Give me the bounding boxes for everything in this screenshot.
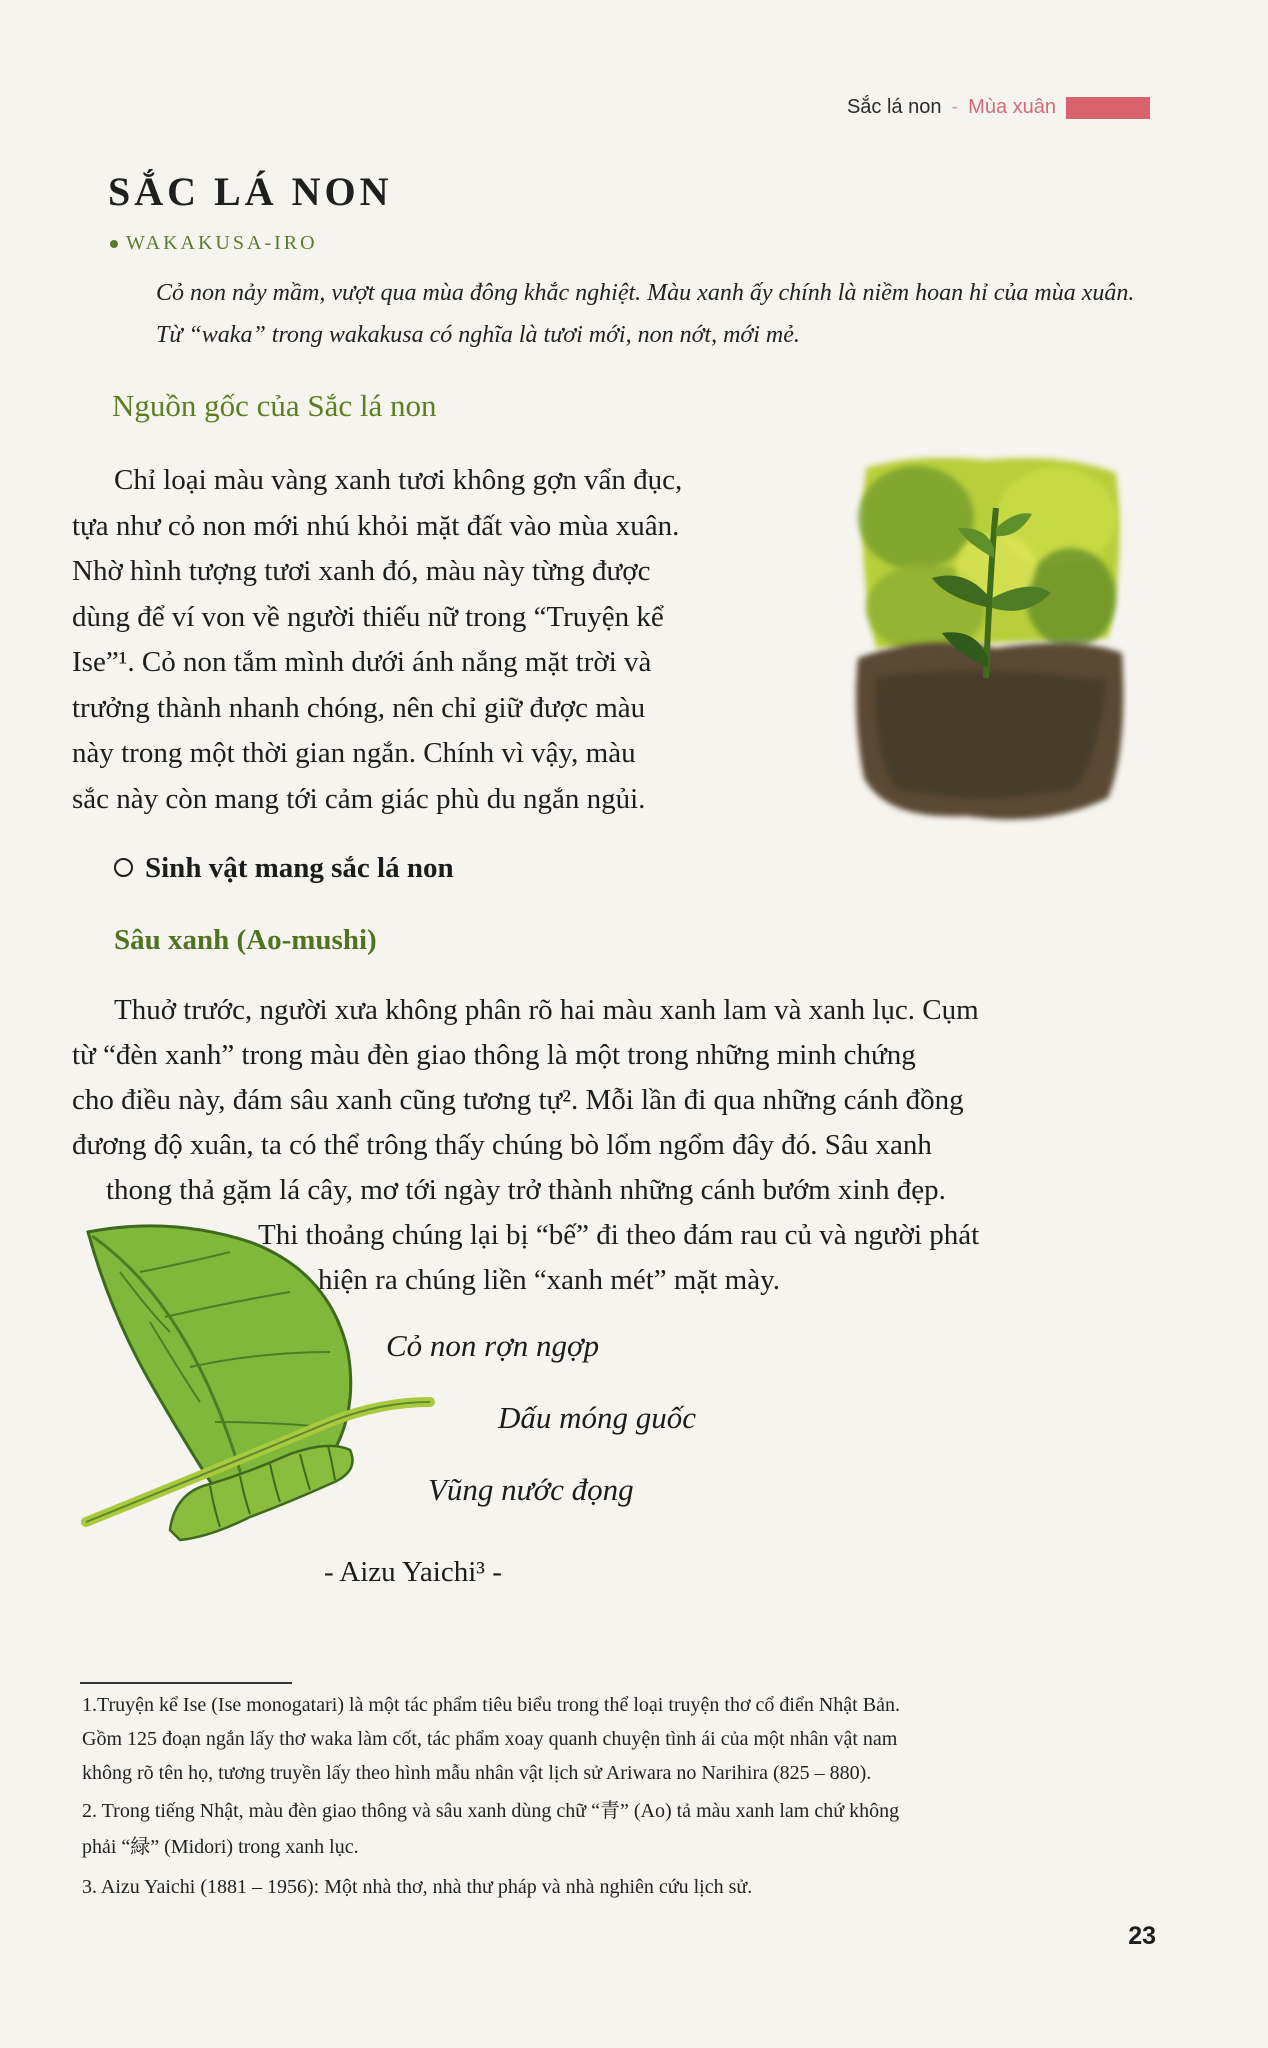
creatures-heading [114, 852, 454, 885]
origin-line: Chỉ loại màu vàng xanh tươi không gợn vẩn đục, [114, 464, 683, 496]
footnote-line: Gồm 125 đoạn ngắn lấy thơ waka làm cốt, tác phẩm xoay quanh chuyện tình ái của một nhân vật nam [82, 1728, 898, 1750]
origin-heading: Nguồn gốc của Sắc lá non [112, 388, 437, 423]
running-header-season: Mùa xuân [968, 96, 1056, 118]
origin-line: Nhờ hình tượng tươi xanh đó, màu này từng được [72, 555, 651, 587]
romaji-text: WAKAKUSA-IRO [126, 232, 318, 254]
footnote-line: 3. Aizu Yaichi (1881 – 1956): Một nhà thơ, nhà thư pháp và nhà nghiên cứu lịch sử. [82, 1876, 753, 1898]
creatures-heading-text: Sinh vật mang sắc lá non [145, 852, 454, 884]
footnote-line: 1.Truyện kể Ise (Ise monogatari) là một tác phẩm tiêu biểu trong thể loại truyện thơ cổ điển Nhật Bản. [82, 1694, 900, 1716]
caterpillar-line: Thi thoảng chúng lại bị “bế” đi theo đám rau củ và người phát [258, 1219, 980, 1251]
running-header-separator: - [951, 96, 959, 118]
footnote-line: không rõ tên họ, tương truyền lấy theo hình mẫu nhân vật lịch sử Ariwara no Narihira (825 – 880). [82, 1762, 872, 1784]
origin-paragraph [72, 458, 808, 822]
caterpillar-line: thong thả gặm lá cây, mơ tới ngày trở thành những cánh bướm xinh đẹp. [106, 1174, 946, 1206]
caterpillar-heading: Sâu xanh (Ao-mushi) [114, 924, 377, 956]
bullet-dot-icon [110, 240, 118, 248]
origin-line: Ise”¹. Cỏ non tắm mình dưới ánh nắng mặt trời và [72, 646, 652, 678]
caterpillar-line: đương độ xuân, ta có thể trông thấy chúng bò lổm ngổm đây đó. Sâu xanh [72, 1129, 932, 1161]
caterpillar-on-leaf-icon [80, 1222, 440, 1554]
haiku-line: Cỏ non rợn ngợp [386, 1328, 600, 1363]
footnote-line: phải “緑” (Midori) trong xanh lục. [82, 1836, 359, 1858]
running-header-section: Sắc lá non [846, 96, 942, 118]
sprout-watercolor-icon [846, 448, 1128, 828]
intro-text: Cỏ non nảy mầm, vượt qua mùa đông khắc nghiệt. Màu xanh ấy chính là niềm hoan hỉ của mùa xuân. Từ “waka” trong wakakusa có nghĩa là tươi mới, non nớt, mới mẻ. [156, 280, 1135, 348]
romaji-subtitle [110, 232, 318, 255]
circle-bullet-icon [114, 858, 133, 877]
running-header-bar [1066, 97, 1150, 119]
caterpillar-line: cho điều này, đám sâu xanh cũng tương tự². Mỗi lần đi qua những cánh đồng [72, 1084, 964, 1116]
footnote-divider [80, 1682, 292, 1684]
caterpillar-line: từ “đèn xanh” trong màu đèn giao thông là một trong những minh chứng [72, 1039, 916, 1071]
haiku-line: Dấu móng guốc [498, 1400, 697, 1435]
page-title: SẮC LÁ NON [108, 169, 393, 214]
haiku-line: Vũng nước đọng [428, 1472, 634, 1507]
running-header [847, 96, 1150, 119]
origin-line: tựa như cỏ non mới nhú khỏi mặt đất vào mùa xuân. [72, 509, 680, 542]
origin-line: sắc này còn mang tới cảm giác phù du ngắn ngủi. [72, 782, 646, 815]
haiku-author: - Aizu Yaichi³ - [324, 1556, 502, 1588]
origin-line: dùng để ví von về người thiếu nữ trong “Truyện kể [72, 600, 664, 633]
origin-line: trưởng thành nhanh chóng, nên chỉ giữ được màu [72, 691, 646, 724]
caterpillar-line: hiện ra chúng liền “xanh mét” mặt mày. [318, 1264, 780, 1296]
caterpillar-line: Thuở trước, người xưa không phân rõ hai màu xanh lam và xanh lục. Cụm [114, 994, 979, 1026]
origin-line: này trong một thời gian ngắn. Chính vì vậy, màu [72, 737, 636, 769]
page-number: 23 [1128, 1922, 1156, 1950]
footnote-line: 2. Trong tiếng Nhật, màu đèn giao thông và sâu xanh dùng chữ “青” (Ao) tả màu xanh lam chứ không [82, 1800, 900, 1822]
